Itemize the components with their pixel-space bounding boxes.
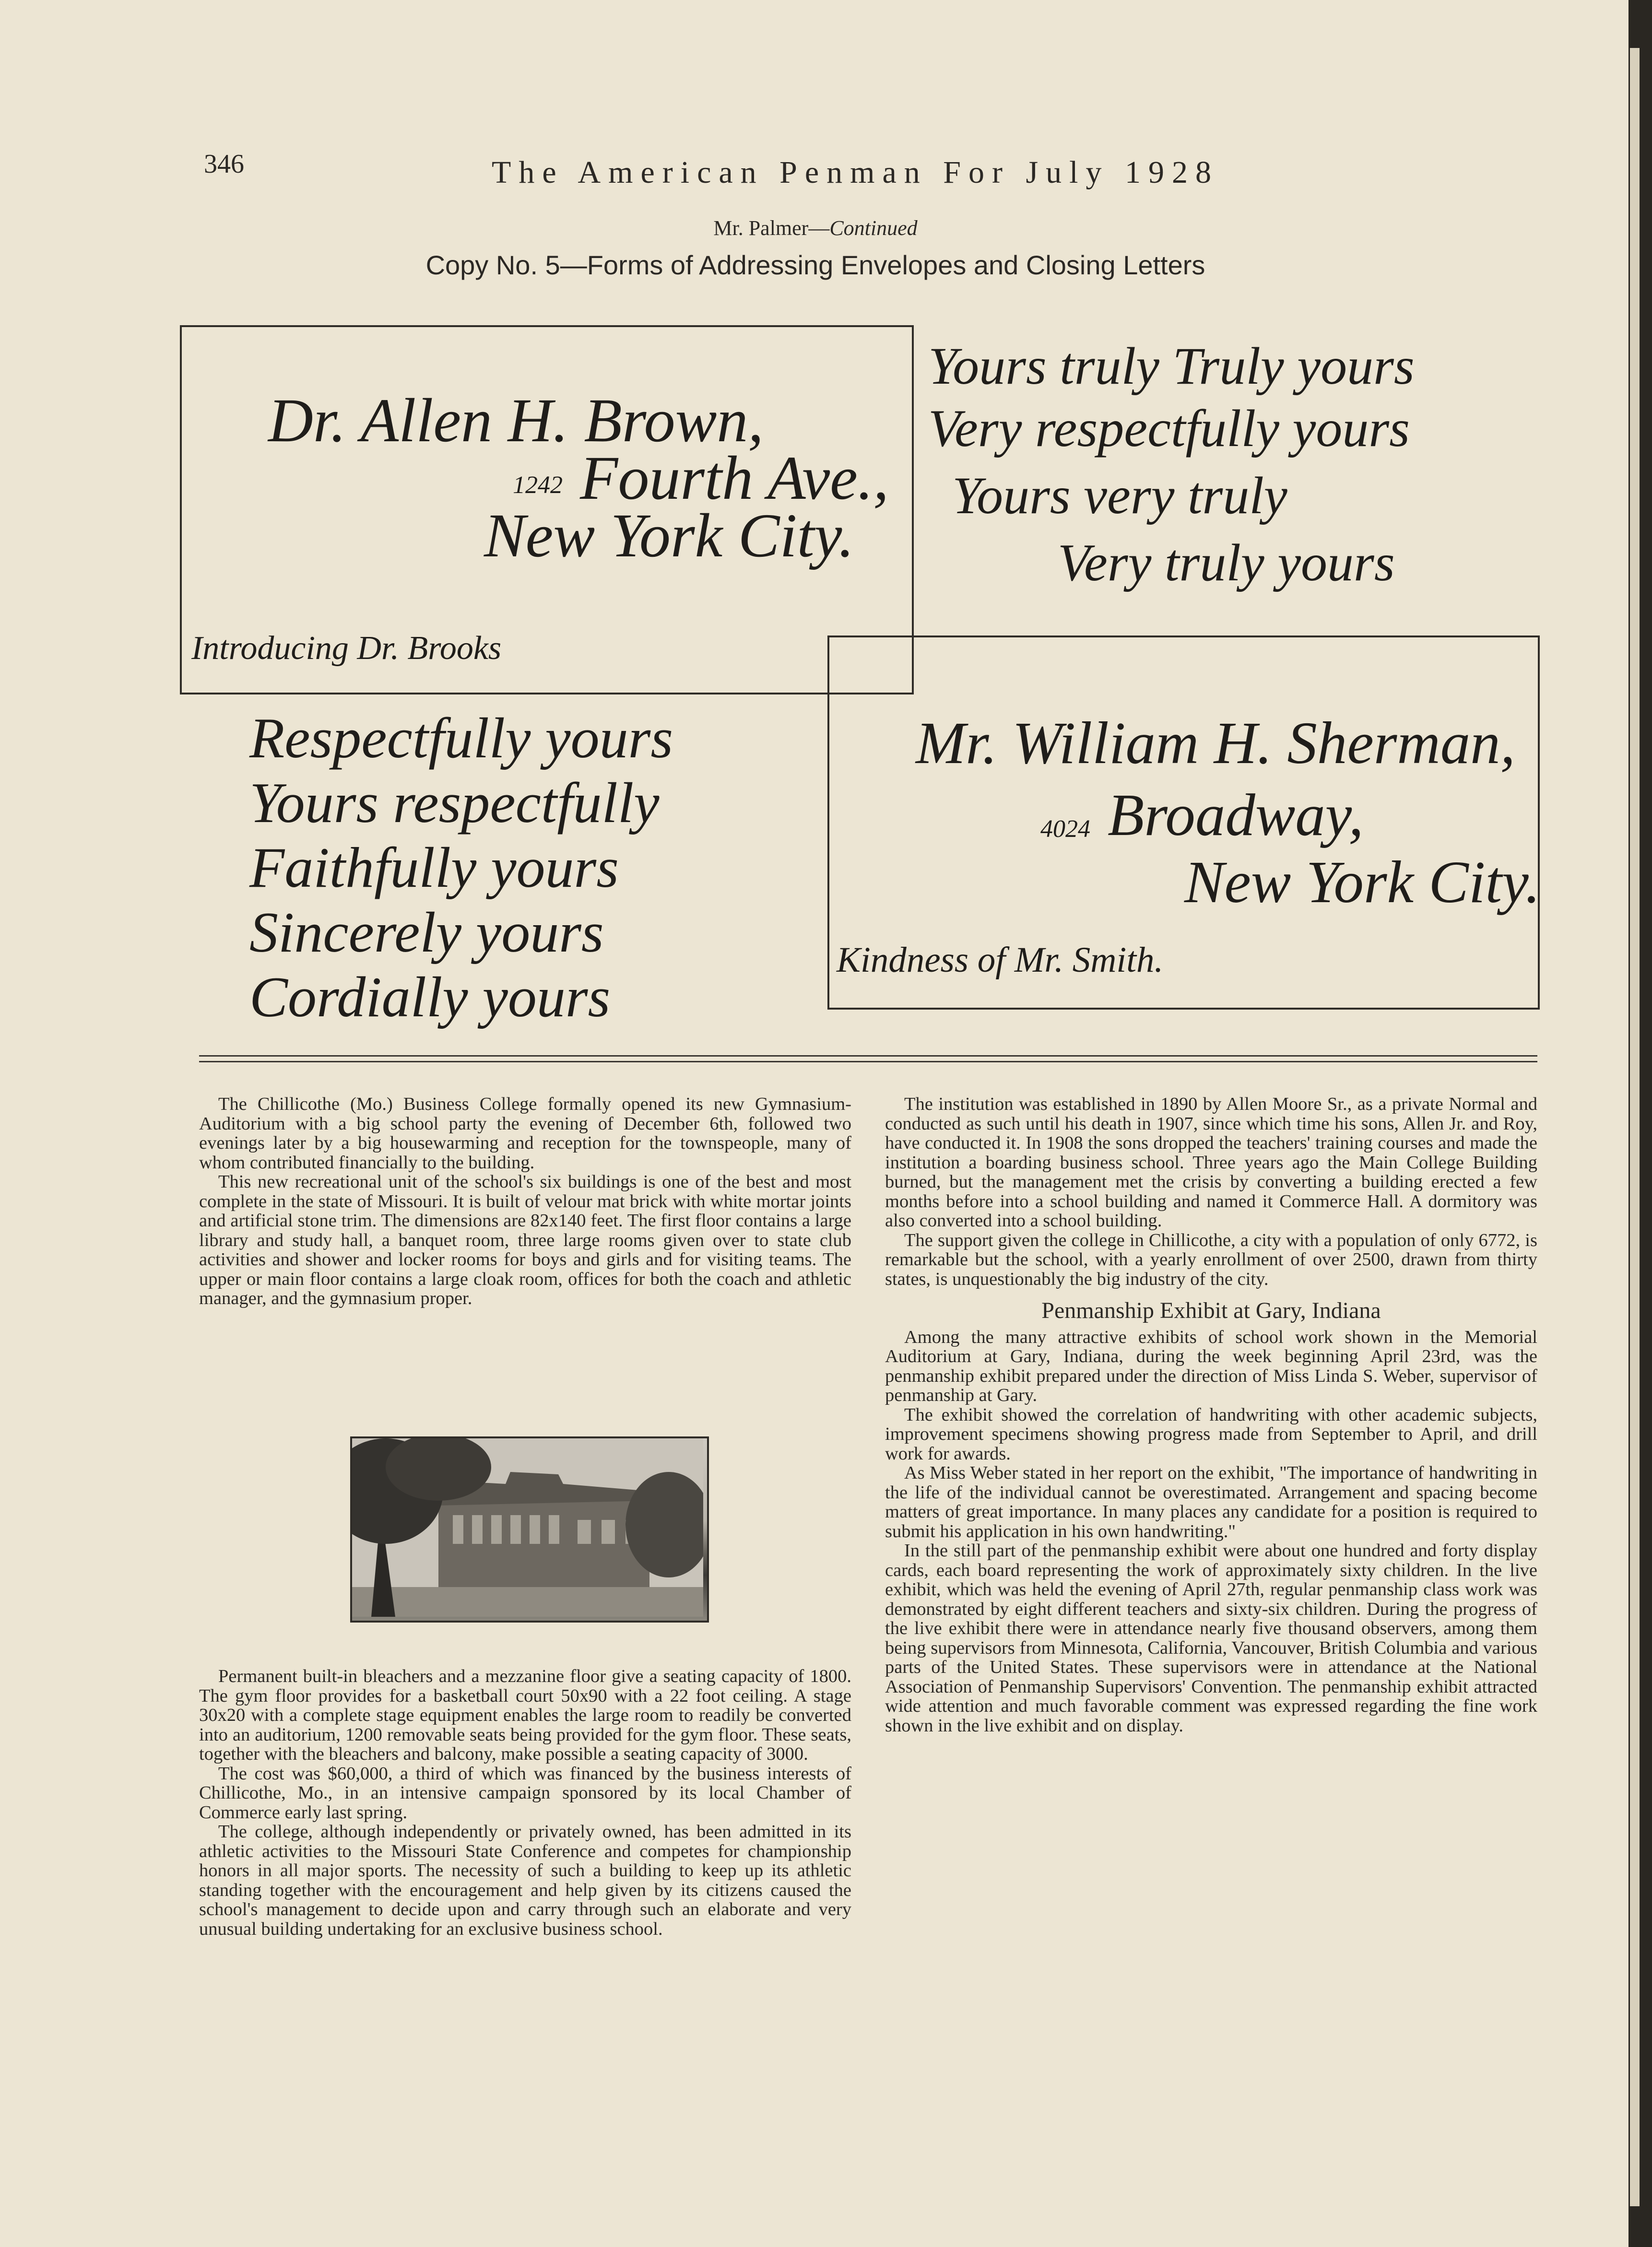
envelope-bottom-right (827, 635, 1540, 1010)
article-left-p2: This new recreational unit of the school's six buildings is one of the best and most complete in the state of Missouri. It is built of velour mat brick with white mortar joints and artificial stone trim. The dimensions are 82x140 feet. The first floor contains a large library and study hall, a banquet room, three large rooms given over to state club activities and shower and locker rooms for boys and girls and for visiting teams. The upper or main floor contains a large cloak room, offices for both the coach and athletic manager, and the gymnasium proper. (199, 1172, 851, 1308)
envelope1-line2-number: 1242 (513, 471, 563, 499)
closing-very-truly-yours: Very truly yours (1058, 533, 1395, 592)
gymnasium-photo (350, 1436, 709, 1623)
next-page-edge (1630, 48, 1640, 2206)
envelope2-note: Kindness of Mr. Smith. (837, 940, 1164, 980)
divider-rule-top (199, 1055, 1537, 1057)
copy-title: Copy No. 5—Forms of Addressing Envelopes and Closing Letters (425, 250, 1205, 280)
envelope1-line2: Fourth Ave., (580, 444, 889, 513)
article-left-p4: The cost was $60,000, a third of which was financed by the business interests of Chillicothe, Mo., in an intensive campaign sponsored by its local Chamber of Commerce early last spring. (199, 1763, 851, 1823)
closings-right (928, 331, 1552, 628)
closing-yours-respectfully: Yours respectfully (249, 771, 660, 835)
article-left-bottom (199, 1667, 851, 1939)
closing-yours-very-truly: Yours very truly (952, 466, 1287, 525)
article-right (885, 1094, 1537, 1735)
article-right-p6: In the still part of the penmanship exhibit were about one hundred and forty display cards, each board representing the work of approximately sixty children. In the live exhibit, which was held the evening of April 27th, regular penmanship class work was demonstrated by eight different teachers and sixty-six children. During the progress of the live exhibit there were in attendance nearly five thousand observers, among them being supervisors from Minnesota, California, Vancouver, British Columbia and various parts of the United States. These supervisors were in attendance at the National Association of Penmanship Supervisors' Convention. The penmanship exhibit attracted wide attention and much favorable comment was expressed regarding the fine work shown in the live exhibit and on display. (885, 1541, 1537, 1736)
envelope1-note: Introducing Dr. Brooks (191, 630, 502, 667)
subhead-text: Mr. Palmer— (713, 216, 830, 240)
subhead-continued: Continued (829, 216, 918, 240)
article-left-top (199, 1094, 851, 1308)
envelope-top-left (180, 325, 914, 694)
closing-respectfully: Respectfully yours (249, 706, 673, 770)
subhead (480, 216, 1151, 240)
closing-cordially: Cordially yours (249, 965, 611, 1029)
article-right-p5: As Miss Weber stated in her report on the exhibit, "The importance of handwriting in the life of the individual cannot be overestimated. Arrangement and spacing become matters of great importance. In many places any candidate for a position is required to submit his application in his own handwriting." (885, 1463, 1537, 1541)
closings-left (240, 705, 815, 1031)
closing-yours-truly: Yours truly Truly yours (928, 337, 1415, 395)
article-right-p2: The support given the college in Chillicothe, a city with a population of only 6772, is remarkable but the school, with a yearly enrollment of over 2500, drawn from thirty states, is unquestionably the big industry of the city. (885, 1230, 1537, 1289)
section-heading-gary: Penmanship Exhibit at Gary, Indiana (1041, 1298, 1381, 1323)
closing-sincerely: Sincerely yours (249, 900, 604, 964)
envelope1-line3: New York City. (484, 501, 854, 570)
envelope2-line2: Broadway, (1108, 782, 1364, 848)
envelope2-line1: Mr. William H. Sherman, (916, 710, 1515, 776)
page-number: 346 (204, 149, 244, 179)
closing-very-respectfully: Very respectfully yours (928, 399, 1410, 458)
article-left-p3: Permanent built-in bleachers and a mezzanine floor give a seating capacity of 1800. The gym floor provides for a basketball court 50x90 with a 22 foot ceiling. A stage 30x20 with a complete stage equipment enables the large room to readily be converted into an auditorium, 1200 removable seats being provided for the gym floor. These seats, together with the bleachers and balcony, make possible a seating capacity of 3000. (199, 1666, 851, 1764)
divider-rule-bottom (199, 1061, 1537, 1062)
envelope1-line1: Dr. Allen H. Brown, (268, 386, 764, 455)
article-right-p3: Among the many attractive exhibits of school work shown in the Memorial Auditorium at Gary, Indiana, during the week beginning April 23rd, was the penmanship exhibit prepared under the direction of Miss Linda S. Weber, supervisor of penmanship at Gary. (885, 1327, 1537, 1405)
envelope2-line3: New York City. (1184, 849, 1541, 916)
article-right-p4: The exhibit showed the correlation of handwriting with other academic subjects, improvement specimens showing progress made from September to April, and drill work for awards. (885, 1404, 1537, 1464)
closing-faithfully: Faithfully yours (249, 835, 619, 899)
gymnasium-photo-image (352, 1438, 703, 1617)
envelope2-line2-number: 4024 (1040, 815, 1090, 843)
article-right-p1: The institution was established in 1890 by Allen Moore Sr., as a private Normal and conducted as such until his death in 1907, since which time his sons, Allen Jr. and Roy, have conducted it. In 1908 the sons dropped the teachers' training courses and made the institution a boarding business school. Three years ago the Main College Building burned, but the management met the crisis by converting a building erected a few months before into a school building and named it Commerce Hall. A dormitory was also converted into a school building. (885, 1094, 1537, 1231)
article-left-p1: The Chillicothe (Mo.) Business College formally opened its new Gymnasium-Auditorium with a big school party the evening of December 6th, followed two evenings later by a big housewarming and reception for the townspeople, many of whom contributed financially to the building. (199, 1094, 851, 1173)
article-left-p5: The college, although independently or privately owned, has been admitted in its athletic activities to the Missouri State Conference and competes for championship honors in all major sports. The necessity of such a building to keep up its athletic standing together with the encouragement and help given by its citizens caused the school's management to decide upon and carry through such an elaborate and very unusual building undertaking for an exclusive business school. (199, 1822, 851, 1939)
running-head: The American Penman For July 1928 (492, 155, 1219, 190)
